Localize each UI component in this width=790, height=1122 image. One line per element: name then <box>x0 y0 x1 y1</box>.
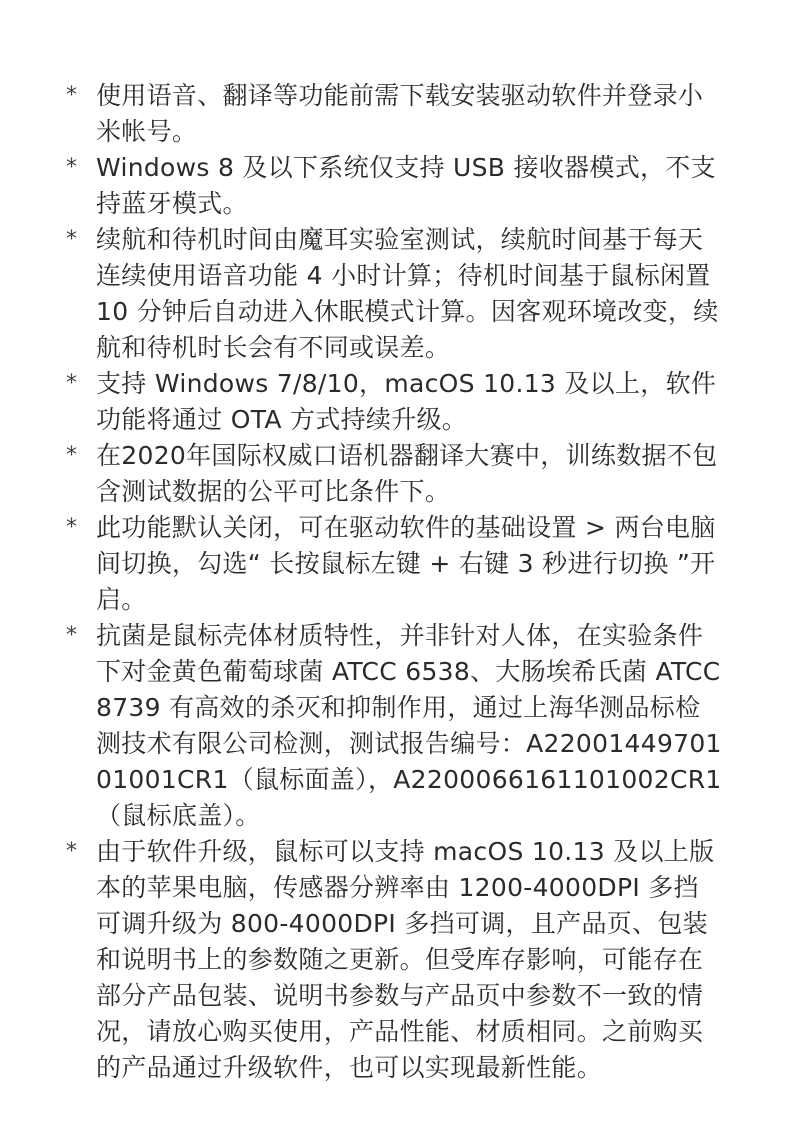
asterisk-bullet: * <box>66 443 78 468</box>
footnote-item <box>64 834 724 1086</box>
footnote-text: 支持 Windows 7/8/10，macOS 10.13 及以上，软件功能将通过 OTA 方式持续升级。 <box>96 369 717 434</box>
footnote-text: Windows 8 及以下系统仅支持 USB 接收器模式，不支持蓝牙模式。 <box>96 153 716 218</box>
footnote-item <box>64 78 724 150</box>
footnote-item <box>64 510 724 618</box>
footnote-item <box>64 222 724 366</box>
asterisk-bullet: * <box>66 227 78 252</box>
footnote-text: 由于软件升级，鼠标可以支持 macOS 10.13 及以上版本的苹果电脑，传感器分辨率由 1200-4000DPI 多挡可调升级为 800-4000DPI 多挡可调，且产品页、包装和说明书上的参数随之更新。但受库存影响，可能存在部分产品包装、说明书参数与产品页中参数不一致的情况，请放心购买使用，产品性能、材质相同。之前购买的产品通过升级软件，也可以实现最新性能。 <box>96 837 715 1082</box>
footnote-text: 抗菌是鼠标壳体材质特性，并非针对人体，在实验条件下对金黄色葡萄球菌 ATCC 6538、大肠埃希氏菌 ATCC 8739 有高效的杀灭和抑制作用，通过上海华测品标检测技术有限公司检测，测试报告编号：A2200144970101001CR1（鼠标面盖），A2200066161101002CR1（鼠标底盖）。 <box>96 621 722 830</box>
footnote-list <box>64 78 724 1086</box>
footnote-item <box>64 438 724 510</box>
asterisk-bullet: * <box>66 155 78 180</box>
footnote-item <box>64 618 724 834</box>
footnote-text: 续航和待机时间由魔耳实验室测试，续航时间基于每天连续使用语音功能 4 小时计算；待机时间基于鼠标闲置 10 分钟后自动进入休眠模式计算。因客观环境改变，续航和待机时长会有不同或误差。 <box>96 225 719 362</box>
asterisk-bullet: * <box>66 83 78 108</box>
asterisk-bullet: * <box>66 371 78 396</box>
footnote-text: 在2020年国际权威口语机器翻译大赛中，训练数据不包含测试数据的公平可比条件下。 <box>96 441 718 506</box>
footnote-text: 此功能默认关闭，可在驱动软件的基础设置 > 两台电脑间切换，勾选“ 长按鼠标左键 + 右键 3 秒进行切换 ”开启。 <box>96 513 716 614</box>
asterisk-bullet: * <box>66 623 78 648</box>
asterisk-bullet: * <box>66 515 78 540</box>
footnote-item <box>64 150 724 222</box>
footnote-item <box>64 366 724 438</box>
asterisk-bullet: * <box>66 839 78 864</box>
footnote-text: 使用语音、翻译等功能前需下载安装驱动软件并登录小米帐号。 <box>96 81 704 146</box>
